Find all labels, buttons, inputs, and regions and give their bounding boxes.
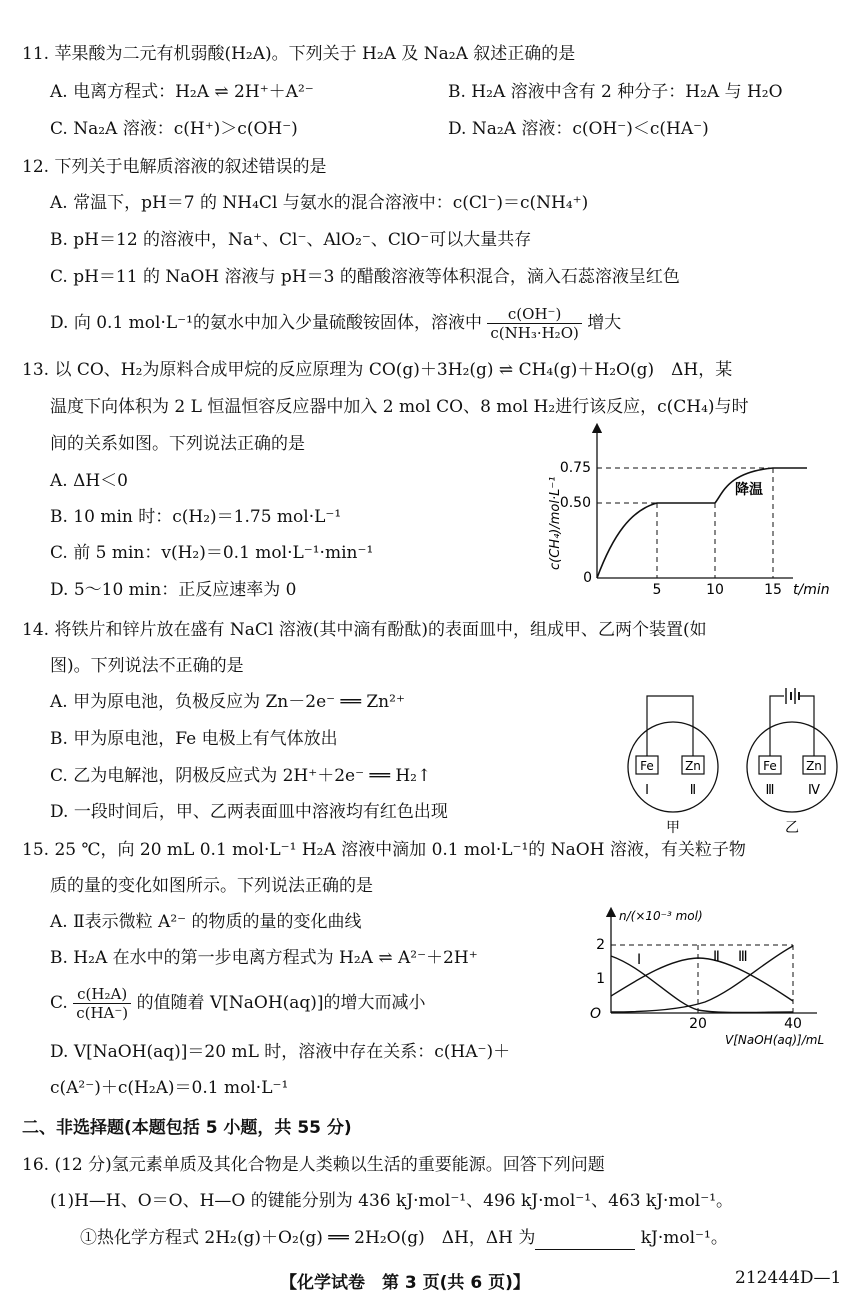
q15-xtick-20: 20 xyxy=(689,1016,707,1032)
pole-2-label: Ⅱ xyxy=(689,783,697,798)
q13-option-a: A. ΔH＜0 xyxy=(50,471,129,491)
q13-ytick-075: 0.75 xyxy=(559,460,591,476)
q15-fraction xyxy=(73,985,131,1022)
q15-option-b: B. H₂A 在水中的第一步电离方程式为 H₂A ⇌ A²⁻＋2H⁺ xyxy=(50,948,478,968)
q11-option-a: A. 电离方程式：H₂A ⇌ 2H⁺＋A²⁻ xyxy=(50,82,314,102)
q15-origin: O xyxy=(589,1006,601,1022)
q15-xtick-40: 40 xyxy=(784,1016,802,1032)
q13-option-d: D. 5～10 min：正反应速率为 0 xyxy=(50,580,297,600)
q15-stem-1: 15. 25 ℃，向 20 mL 0.1 mol·L⁻¹ H₂A 溶液中滴加 0.1 mol·L⁻¹的 NaOH 溶液，有关粒子物 xyxy=(22,840,746,860)
q16-part-1a-post: kJ·mol⁻¹。 xyxy=(635,1228,728,1248)
electrode-zn-2-label: Zn xyxy=(806,759,822,773)
q12-option-d xyxy=(50,305,621,342)
electrode-fe-1-label: Fe xyxy=(640,759,654,773)
electrode-zn-1-label: Zn xyxy=(685,759,701,773)
answer-blank[interactable] xyxy=(535,1231,635,1250)
caption-jia: 甲 xyxy=(666,820,680,836)
electrode-fe-2-label: Fe xyxy=(763,759,777,773)
q12-stem: 12. 下列关于电解质溶液的叙述错误的是 xyxy=(22,157,327,177)
q15-stem-2: 质的量的变化如图所示。下列说法正确的是 xyxy=(50,876,373,896)
q13-stem-1: 13. 以 CO、H₂为原料合成甲烷的反应原理为 CO(g)＋3H₂(g) ⇌ CH₄(g)＋H₂O(g) ΔH，某 xyxy=(22,360,733,380)
q15-option-c xyxy=(50,985,426,1022)
q11-option-d: D. Na₂A 溶液：c(OH⁻)＜c(HA⁻) xyxy=(448,119,709,139)
q12-fraction-den: c(NH₃·H₂O) xyxy=(490,324,579,342)
q12-fraction-num: c(OH⁻) xyxy=(487,305,581,324)
wire-yi xyxy=(770,696,814,756)
q15-graph xyxy=(585,906,847,1048)
q16-part-1a xyxy=(80,1226,728,1250)
q12-option-a: A. 常温下，pH＝7 的 NH₄Cl 与氨水的混合溶液中：c(Cl⁻)＝c(NH₄⁺) xyxy=(50,193,589,213)
section-2-heading: 二、非选择题(本题包括 5 小题，共 55 分) xyxy=(22,1118,352,1138)
q16-part-1a-pre: ①热化学方程式 2H₂(g)＋O₂(g) ══ 2H₂O(g) ΔH，ΔH 为 xyxy=(80,1228,536,1248)
q12-option-d-pre: D. 向 0.1 mol·L⁻¹的氨水中加入少量硫酸铵固体，溶液中 xyxy=(50,313,482,333)
q15-fraction-den: c(HA⁻) xyxy=(76,1004,129,1022)
q13-annotation: 降温 xyxy=(735,482,763,498)
q14-option-c: C. 乙为电解池，阴极反应式为 2H⁺＋2e⁻ ══ H₂↑ xyxy=(50,766,432,786)
q13-xtick-10: 10 xyxy=(706,582,724,598)
q15-option-c-pre: C. xyxy=(50,993,74,1013)
q13-y-label: c(CH₄)/mol·L⁻¹ xyxy=(548,476,563,570)
q15-curve-3-label: Ⅲ xyxy=(738,949,748,965)
q15-option-d-1: D. V[NaOH(aq)]＝20 mL 时，溶液中存在关系：c(HA⁻)＋ xyxy=(50,1042,511,1062)
q13-x-label: t/min xyxy=(793,582,830,598)
q11-option-b: B. H₂A 溶液中含有 2 种分子：H₂A 与 H₂O xyxy=(448,82,783,102)
footer-code: 212444D—1 xyxy=(735,1268,842,1288)
pole-1-label: Ⅰ xyxy=(645,783,649,798)
q15-ytick-2: 2 xyxy=(596,937,605,953)
q13-stem-3: 间的关系如图。下列说法正确的是 xyxy=(50,434,305,454)
q15-x-label: V[NaOH(aq)]/mL xyxy=(725,1033,825,1047)
q16-stem: 16. (12 分)氢元素单质及其化合物是人类赖以生活的重要能源。回答下列问题 xyxy=(22,1155,605,1175)
q13-origin: 0 xyxy=(583,570,592,586)
q15-option-d-2: c(A²⁻)＋c(H₂A)＝0.1 mol·L⁻¹ xyxy=(50,1078,289,1098)
q11-option-c: C. Na₂A 溶液：c(H⁺)＞c(OH⁻) xyxy=(50,119,298,139)
q15-option-c-post: 的值随着 V[NaOH(aq)]的增大而减小 xyxy=(136,993,426,1013)
q14-option-a: A. 甲为原电池，负极反应为 Zn－2e⁻ ══ Zn²⁺ xyxy=(50,692,405,712)
footer-title: 【化学试卷 第 3 页(共 6 页)】 xyxy=(280,1273,530,1293)
q11-stem: 11. 苹果酸为二元有机弱酸(H₂A)。下列关于 H₂A 及 Na₂A 叙述正确的是 xyxy=(22,44,576,64)
q14-stem-1: 14. 将铁片和锌片放在盛有 NaCl 溶液(其中滴有酚酞)的表面皿中，组成甲、乙两个装置(如 xyxy=(22,620,707,640)
q12-fraction xyxy=(487,305,581,342)
q15-fraction-num: c(H₂A) xyxy=(73,985,131,1004)
q14-apparatus xyxy=(620,684,845,838)
pole-4-label: Ⅳ xyxy=(808,783,820,798)
pole-3-label: Ⅲ xyxy=(765,783,775,798)
q14-stem-2: 图)。下列说法不正确的是 xyxy=(50,656,244,676)
q13-stem-2: 温度下向体积为 2 L 恒温恒容反应器中加入 2 mol CO、8 mol H₂进行该反应，c(CH₄)与时 xyxy=(50,397,749,417)
q12-option-d-post: 增大 xyxy=(587,313,622,333)
q13-xtick-15: 15 xyxy=(764,582,782,598)
q13-xtick-5: 5 xyxy=(652,582,662,598)
q13-option-c: C. 前 5 min：v(H₂)＝0.1 mol·L⁻¹·min⁻¹ xyxy=(50,543,374,563)
q16-part-1: (1)H—H、O＝O、H—O 的键能分别为 436 kJ·mol⁻¹、496 kJ·mol⁻¹、463 kJ·mol⁻¹。 xyxy=(50,1191,734,1211)
q12-option-b: B. pH＝12 的溶液中，Na⁺、Cl⁻、AlO₂⁻、ClO⁻可以大量共存 xyxy=(50,230,532,250)
q15-curve-2-label: Ⅱ xyxy=(713,949,720,965)
q15-option-a: A. Ⅱ表示微粒 A²⁻ 的物质的量的变化曲线 xyxy=(50,912,362,932)
q14-option-d: D. 一段时间后，甲、乙两表面皿中溶液均有红色出现 xyxy=(50,802,448,822)
q14-option-b: B. 甲为原电池，Fe 电极上有气体放出 xyxy=(50,729,338,749)
caption-yi: 乙 xyxy=(785,820,799,836)
q13-graph xyxy=(535,420,845,600)
q15-curve-1-label: Ⅰ xyxy=(637,952,642,968)
q13-option-b: B. 10 min 时：c(H₂)＝1.75 mol·L⁻¹ xyxy=(50,507,342,527)
q15-y-label: n/(×10⁻³ mol) xyxy=(619,909,703,923)
q12-option-c: C. pH＝11 的 NaOH 溶液与 pH＝3 的醋酸溶液等体积混合，滴入石蕊溶液呈红色 xyxy=(50,267,680,287)
q13-ytick-050: 0.50 xyxy=(559,495,591,511)
q13-curve xyxy=(597,468,807,578)
q15-ytick-1: 1 xyxy=(596,971,605,987)
